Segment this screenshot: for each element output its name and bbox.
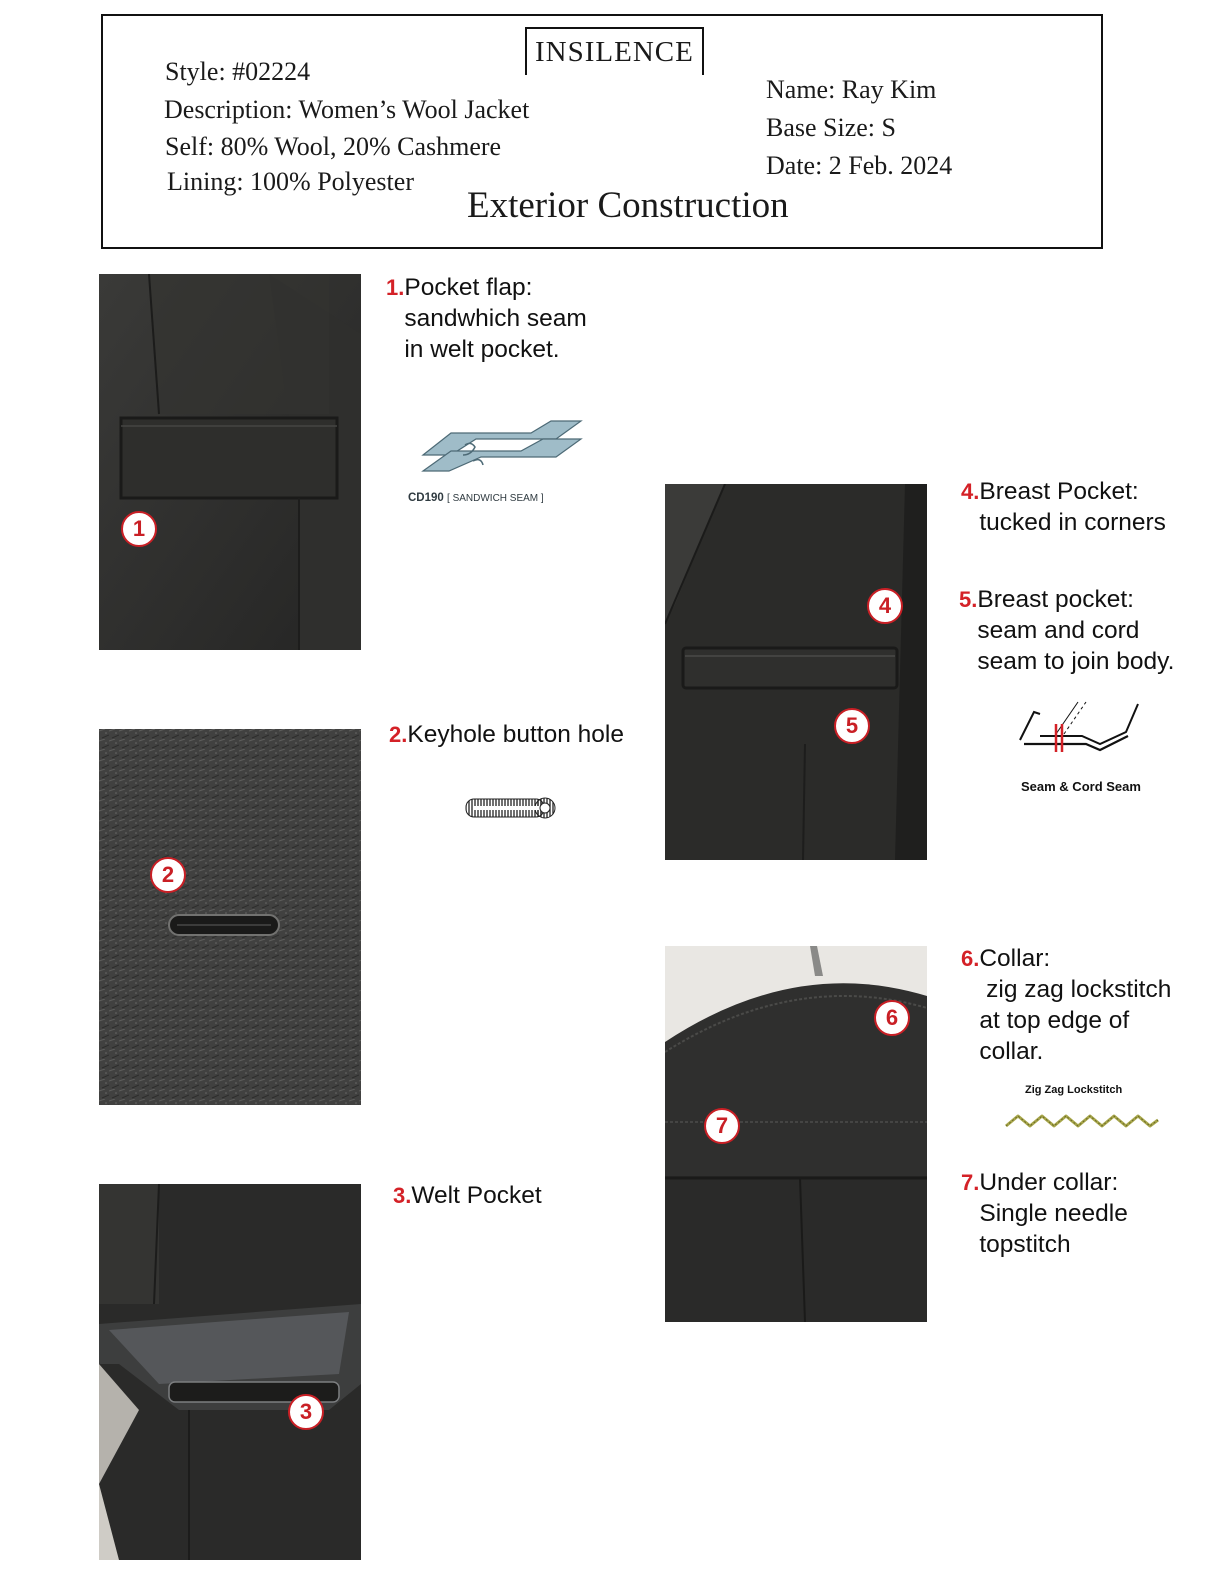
zigzag-stitch-diagram — [1004, 1110, 1160, 1132]
note-5: 5. Breast pocket: seam and cord seam to join body. — [959, 586, 1175, 675]
page-title: Exterior Construction — [467, 185, 789, 226]
photo-buttonhole — [99, 729, 361, 1105]
badge-2: 2 — [150, 857, 186, 893]
note-number: 6. — [961, 946, 980, 971]
badge-7: 7 — [704, 1108, 740, 1144]
note-6: 6. Collar: zig zag lockstitch at top edge of collar. — [961, 945, 1172, 1065]
note-number: 1. — [386, 275, 405, 300]
base-size: Base Size: S — [766, 113, 896, 142]
zigzag-caption: Zig Zag Lockstitch — [1025, 1084, 1123, 1096]
note-4: 4. Breast Pocket: tucked in corners — [961, 478, 1166, 536]
seam-cord-caption: Seam & Cord Seam — [1021, 779, 1141, 794]
note-2: 2. Keyhole button hole — [389, 721, 624, 748]
lining-fabric: Lining: 100% Polyester — [167, 167, 414, 196]
photo-breast-pocket — [665, 484, 927, 860]
photo-welt-pocket — [99, 1184, 361, 1560]
note-number: 7. — [961, 1170, 980, 1195]
keyhole-buttonhole-diagram — [465, 797, 557, 819]
badge-6: 6 — [874, 1000, 910, 1036]
brand-logo: INSILENCE — [525, 27, 704, 75]
description: Description: Women’s Wool Jacket — [164, 95, 530, 124]
note-7: 7. Under collar: Single needle topstitch — [961, 1169, 1128, 1258]
note-number: 5. — [959, 587, 978, 612]
date: Date: 2 Feb. 2024 — [766, 151, 953, 180]
designer-name: Name: Ray Kim — [766, 75, 937, 104]
note-number: 4. — [961, 479, 980, 504]
note-3: 3. Welt Pocket — [393, 1182, 542, 1209]
self-fabric: Self: 80% Wool, 20% Cashmere — [165, 132, 502, 161]
badge-5: 5 — [834, 708, 870, 744]
seam-cord-diagram — [1016, 696, 1146, 754]
note-number: 2. — [389, 722, 408, 747]
sandwich-seam-diagram — [421, 415, 583, 485]
badge-1: 1 — [121, 511, 157, 547]
note-number: 3. — [393, 1183, 412, 1208]
photo-pocket-flap — [99, 274, 361, 650]
style-number: Style: #02224 — [165, 57, 311, 86]
badge-4: 4 — [867, 588, 903, 624]
note-1: 1. Pocket flap: sandwhich seam in welt pocket. — [386, 274, 587, 363]
sandwich-seam-caption: CD190 [ SANDWICH SEAM ] — [408, 492, 544, 504]
badge-3: 3 — [288, 1394, 324, 1430]
